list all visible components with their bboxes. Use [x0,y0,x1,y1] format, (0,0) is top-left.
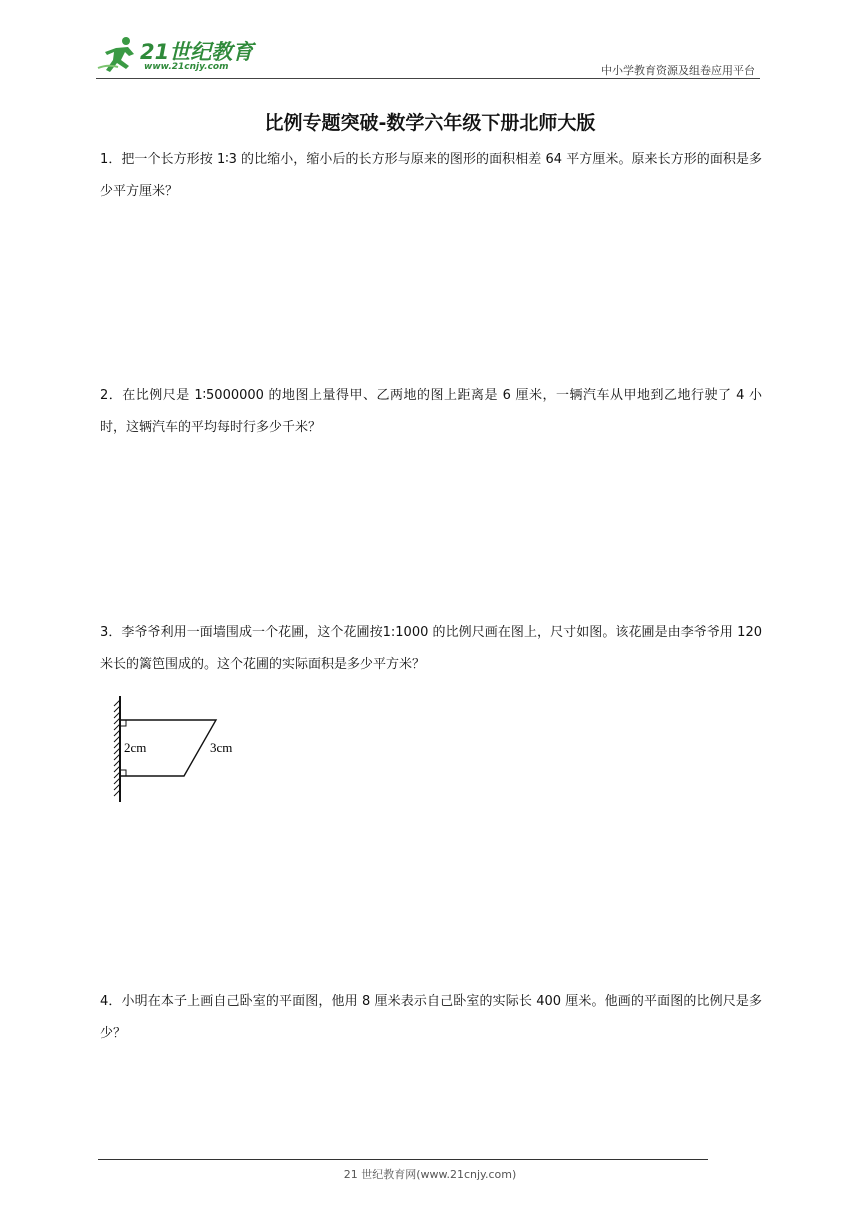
logo-url: www.21cnjy.com [144,62,229,72]
figure-label-side: 3cm [210,740,233,755]
site-logo [96,34,266,78]
question-3: 3．李爷爷利用一面墙围成一个花圃，这个花圃按1:1000 的比例尺画在图上，尺寸如图。该花圃是由李爷爷用 120 米长的篱笆围成的。这个花圃的实际面积是多少平方米？ [100,625,762,672]
question-1: 1．把一个长方形按 1∶3 的比缩小，缩小后的长方形与原来的图形的面积相差 64 平方厘米。原来长方形的面积是多少平方厘米？ [100,152,762,199]
header-divider [96,78,760,79]
footer-text: 21 世纪教育网(www.21cnjy.com) [343,1168,517,1181]
footer-divider [98,1159,708,1160]
figure-label-height: 2cm [124,740,147,755]
question-2: 2．在比例尺是 1∶5000000 的地图上量得甲、乙两地的图上距离是 6 厘米，一辆汽车从甲地到乙地行驶了 4 小时，这辆汽车的平均每时行多少千米？ [100,388,762,435]
logo-text: 21世纪教育 [140,40,254,64]
garden-trapezoid-figure [108,694,248,804]
page-title: 比例专题突破-数学六年级下册北师大版 [264,112,596,134]
runner-logo-icon [96,34,146,76]
question-4: 4．小明在本子上画自己卧室的平面图，他用 8 厘米表示自己卧室的实际长 400 厘米。他画的平面图的比例尺是多少？ [100,994,762,1041]
platform-tagline: 中小学教育资源及组卷应用平台 [601,64,755,77]
